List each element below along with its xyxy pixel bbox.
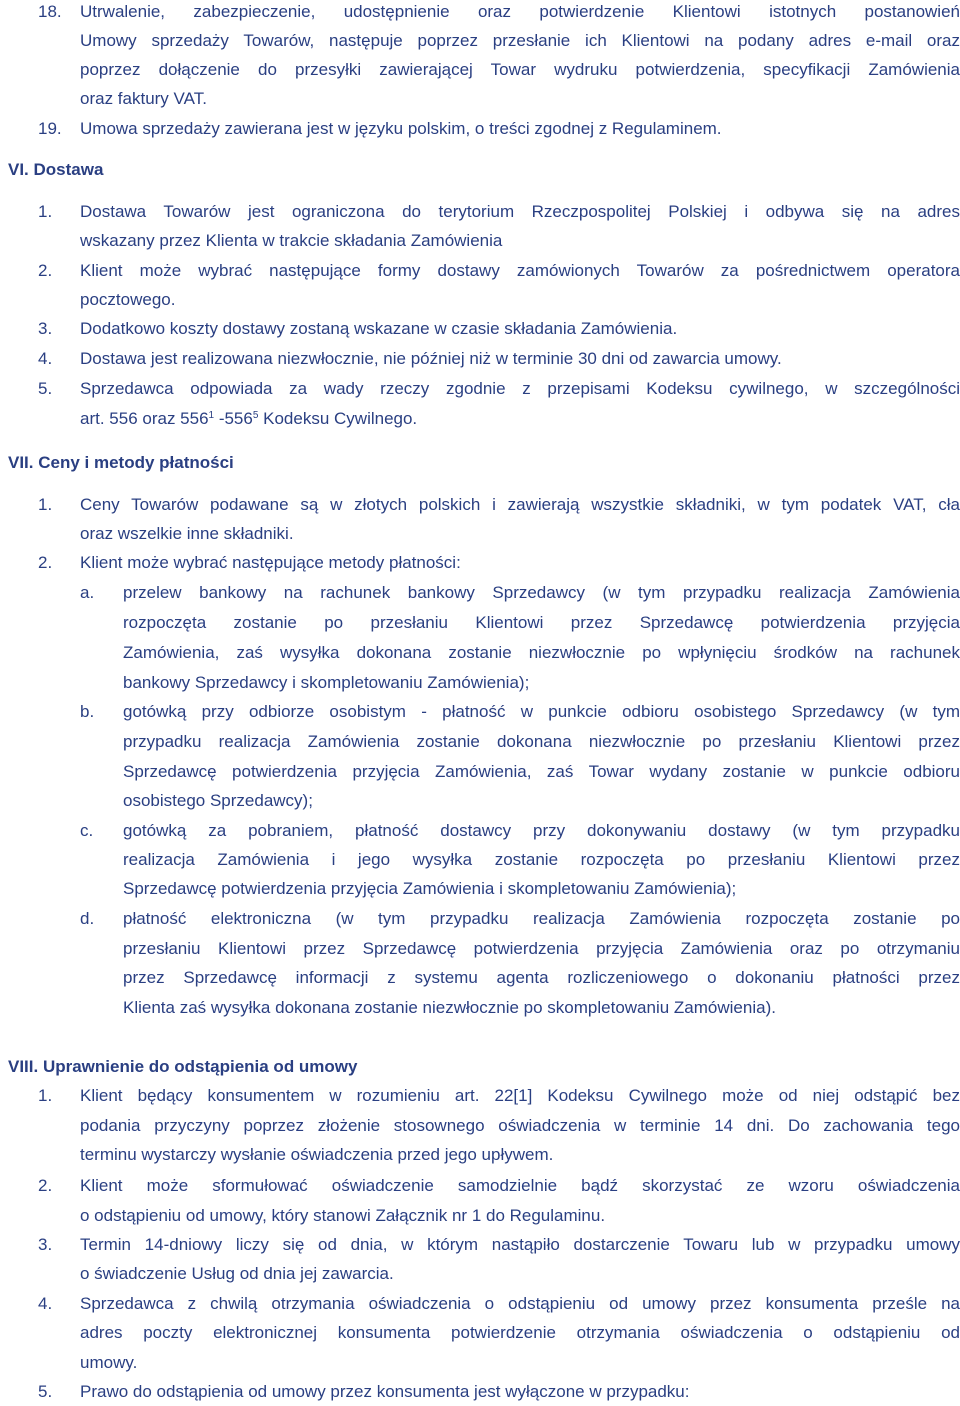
section-heading: VI. Dostawa xyxy=(8,160,104,179)
paragraph-line: oraz wszelkie inne składniki. xyxy=(80,524,294,543)
paragraph-line: płatność elektroniczna (w tym przypadku realizacja Zamówienia rozpoczęta zostanie po xyxy=(123,909,960,928)
article-ref: Kodeksu Cywilnego. xyxy=(258,409,418,428)
sub-item-letter: b. xyxy=(80,702,95,721)
paragraph-line: podania przyczyny poprzez złożenie stosownego oświadczenia w terminie 14 dni. Do zachowania tego xyxy=(80,1116,960,1135)
superscript: 5 xyxy=(252,410,259,421)
paragraph-line: Sprzedawca z chwilą otrzymania oświadczenia o odstąpieniu od umowy przez konsumenta prześle na xyxy=(80,1294,960,1313)
paragraph-line: Umowa sprzedaży zawierana jest w języku polskim, o treści zgodnej z Regulaminem. xyxy=(80,119,722,138)
paragraph-line xyxy=(80,407,417,431)
paragraph-line: pocztowego. xyxy=(80,290,176,309)
paragraph-line: Dostawa Towarów jest ograniczona do terytorium Rzeczpospolitej Polskiej i odbywa się na adres xyxy=(80,202,960,221)
item-number: 1. xyxy=(38,1086,53,1105)
paragraph-line: o odstąpieniu od umowy, który stanowi Załącznik nr 1 do Regulaminu. xyxy=(80,1206,606,1225)
item-number: 3. xyxy=(38,319,53,338)
paragraph-line: terminu wystarczy wysłanie oświadczenia przed jego upływem. xyxy=(80,1145,554,1164)
paragraph-line: Umowy sprzedaży Towarów, następuje poprzez przesłanie ich Klientowi na podany adres e-mail oraz xyxy=(80,31,960,50)
paragraph-line: przypadku realizacja Zamówienia zostanie dokonana niezwłocznie po przesłaniu Klientowi przez xyxy=(123,732,960,751)
sub-item-letter: d. xyxy=(80,909,95,928)
paragraph-line: o świadczenie Usług od dnia jej zawarcia. xyxy=(80,1264,394,1283)
superscript: 1 xyxy=(208,410,215,421)
paragraph-line: Sprzedawcę potwierdzenia przyjęcia Zamówienia i skompletowaniu Zamówienia); xyxy=(123,879,737,898)
item-number: 2. xyxy=(38,1176,53,1195)
item-number: 19. xyxy=(38,119,62,138)
paragraph-line: poprzez dołączenie do przesyłki zawierającej Towar wydruku potwierdzenia, specyfikacji Zamówienia xyxy=(80,60,960,79)
item-number: 2. xyxy=(38,261,53,280)
sub-item-letter: a. xyxy=(80,583,95,602)
paragraph-line: rozpoczęta zostanie po przesłaniu Klientowi przez Sprzedawcę potwierdzenia przyjęcia xyxy=(123,613,960,632)
paragraph-line: Klienta zaś wysyłka dokonana zostanie niezwłocznie po skompletowaniu Zamówienia). xyxy=(123,998,776,1017)
paragraph-line: wskazany przez Klienta w trakcie składania Zamówienia xyxy=(80,231,503,250)
article-ref: art. 556 oraz 556 xyxy=(80,409,209,428)
paragraph-line: przez Sprzedawcę informacji z systemu agenta rozliczeniowego o dokonaniu płatności przez xyxy=(123,968,960,987)
paragraph-line: umowy. xyxy=(80,1353,138,1372)
paragraph-line: adres poczty elektronicznej konsumenta potwierdzenie otrzymania oświadczenia o odstąpieniu od xyxy=(80,1323,960,1342)
paragraph-line: Dostawa jest realizowana niezwłocznie, nie później niż w terminie 30 dni od zawarcia umowy. xyxy=(80,349,782,368)
paragraph-line: Prawo do odstąpienia od umowy przez konsumenta jest wyłączone w przypadku: xyxy=(80,1382,690,1401)
paragraph-line: Klient może wybrać następujące metody płatności: xyxy=(80,553,461,572)
paragraph-line: bankowy Sprzedawcy i skompletowaniu Zamówienia); xyxy=(123,673,530,692)
paragraph-line: Klient może wybrać następujące formy dostawy zamówionych Towarów za pośrednictwem operatora xyxy=(80,261,960,280)
paragraph-line: Termin 14-dniowy liczy się od dnia, w którym nastąpiło dostarczenie Towaru lub w przypadku umowy xyxy=(80,1235,960,1254)
item-number: 5. xyxy=(38,379,53,398)
paragraph-line: osobistego Sprzedawcy); xyxy=(123,791,313,810)
item-number: 4. xyxy=(38,1294,53,1313)
paragraph-line: realizacja Zamówienia i jego wysyłka zostanie rozpoczęta po przesłaniu Klientowi przez xyxy=(123,850,960,869)
item-number: 1. xyxy=(38,202,53,221)
paragraph-line: Zamówienia, zaś wysyłka dokonana zostanie niezwłocznie po wpłynięciu środków na rachunek xyxy=(123,643,960,662)
section-heading: VII. Ceny i metody płatności xyxy=(8,453,234,472)
paragraph-line: gotówką przy odbiorze osobistym - płatność w punkcie odbioru osobistego Sprzedawcy (w tym xyxy=(123,702,960,721)
paragraph-line: Utrwalenie, zabezpieczenie, udostępnienie oraz potwierdzenie Klientowi istotnych postanowień xyxy=(80,2,960,21)
item-number: 18. xyxy=(38,2,62,21)
paragraph-line: Ceny Towarów podawane są w złotych polskich i zawierają wszystkie składniki, w tym podatek VAT, cła xyxy=(80,495,960,514)
paragraph-line: Sprzedawcę potwierdzenia przyjęcia Zamówienia, zaś Towar wydany zostanie w punkcie odbioru xyxy=(123,762,960,781)
item-number: 4. xyxy=(38,349,53,368)
paragraph-line: przesłaniu Klientowi przez Sprzedawcę potwierdzenia przyjęcia Zamówienia oraz po otrzymaniu xyxy=(123,939,960,958)
paragraph-line: przelew bankowy na rachunek bankowy Sprzedawcy (w tym przypadku realizacja Zamówienia xyxy=(123,583,960,602)
item-number: 3. xyxy=(38,1235,53,1254)
item-number: 5. xyxy=(38,1382,53,1401)
item-number: 2. xyxy=(38,553,53,572)
paragraph-line: Klient będący konsumentem w rozumieniu art. 22[1] Kodeksu Cywilnego może od niej odstąpić bez xyxy=(80,1086,960,1105)
article-ref: -556 xyxy=(214,409,253,428)
paragraph-line: Dodatkowo koszty dostawy zostaną wskazane w czasie składania Zamówienia. xyxy=(80,319,678,338)
paragraph-line: oraz faktury VAT. xyxy=(80,89,207,108)
paragraph-line: Klient może sformułować oświadczenie samodzielnie bądź skorzystać ze wzoru oświadczenia xyxy=(80,1176,960,1195)
sub-item-letter: c. xyxy=(80,821,94,840)
item-number: 1. xyxy=(38,495,53,514)
paragraph-line: gotówką za pobraniem, płatność dostawcy przy dokonywaniu dostawy (w tym przypadku xyxy=(123,821,960,840)
paragraph-line: Sprzedawca odpowiada za wady rzeczy zgodnie z przepisami Kodeksu cywilnego, w szczególności xyxy=(80,379,960,398)
section-heading: VIII. Uprawnienie do odstąpienia od umowy xyxy=(8,1057,358,1076)
